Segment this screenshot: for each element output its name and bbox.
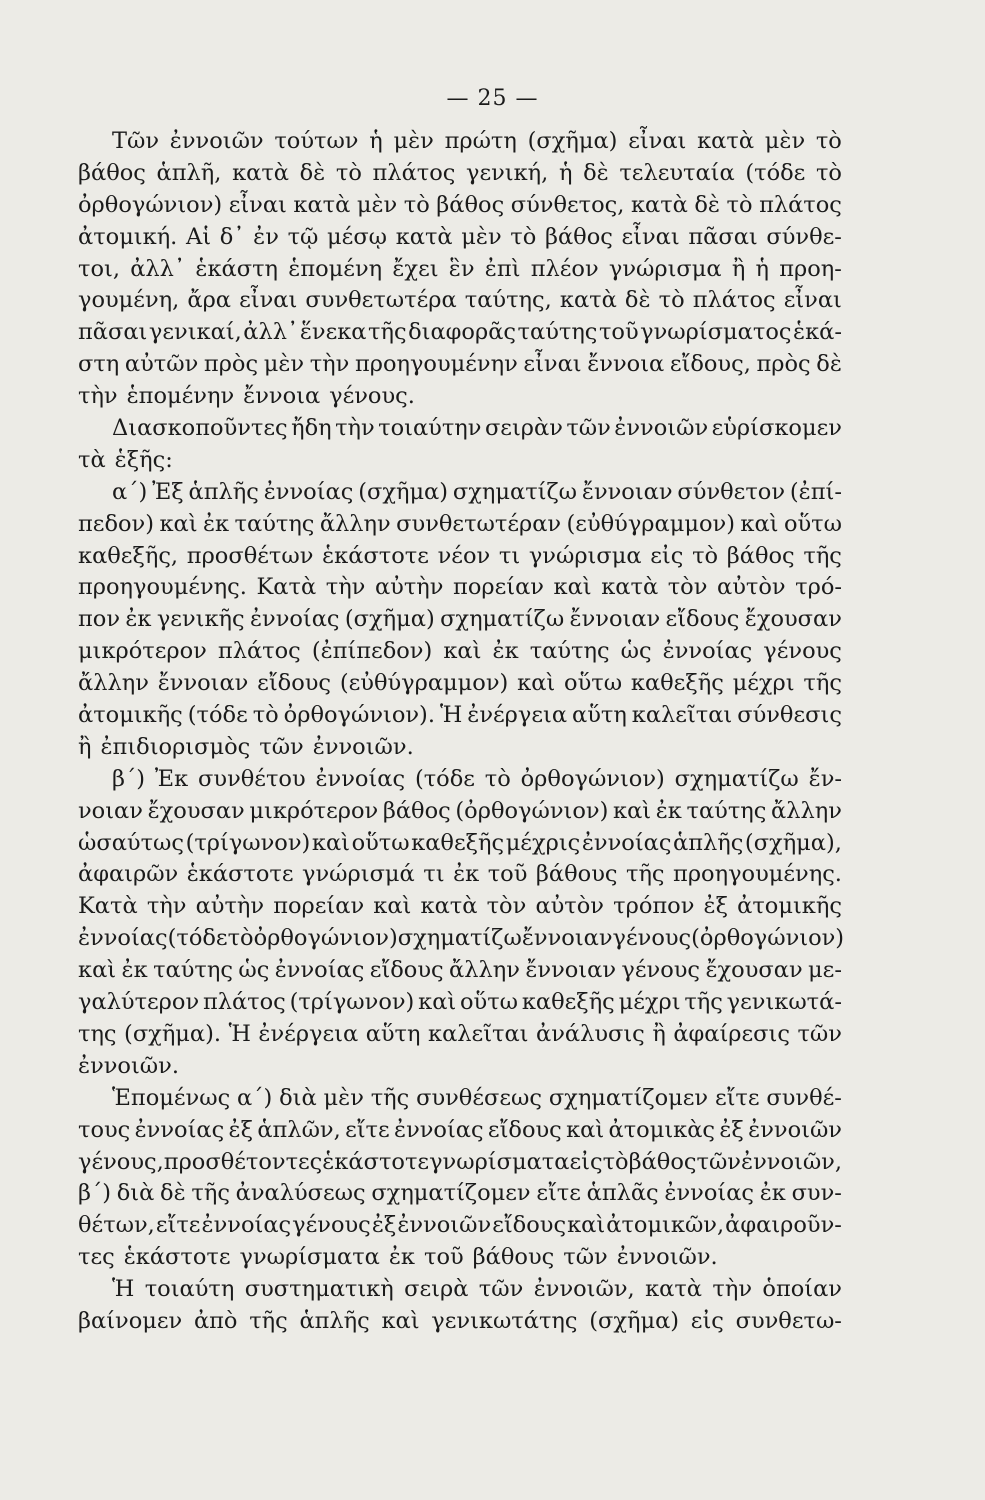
body-text: [78, 126, 845, 1338]
text-line: βάθος ἁπλῆ, κατὰ δὲ τὸ πλάτος γενική, ἡ δὲ τελευταία (τόδε τὸ: [78, 159, 842, 186]
text-line: καὶ ἐκ ταύτης ὡς ἐννοίας εἴδους ἄλλην ἔννοιαν γένους ἔχουσαν με-: [78, 957, 842, 984]
text-line: Ἑπομένως α΄) διὰ μὲν τῆς συνθέσεως σχηματίζομεν εἴτε συνθέ-: [112, 1084, 842, 1111]
text-line: ἀφαιρῶν ἑκάστοτε γνώρισμά τι ἐκ τοῦ βάθους τῆς προηγουμένης.: [78, 861, 842, 888]
text-line: ἀτομική. Αἱ δ᾿ ἐν τῷ μέσῳ κατὰ μὲν τὸ βάθος εἶναι πᾶσαι σύνθε-: [78, 223, 842, 250]
text-line: της (σχῆμα). Ἡ ἐνέργεια αὕτη καλεῖται ἀνάλυσις ἢ ἀφαίρεσις τῶν: [78, 1020, 842, 1047]
text-line: γαλύτερον πλάτος (τρίγωνον) καὶ οὕτω καθεξῆς μέχρι τῆς γενικωτά-: [78, 989, 842, 1016]
text-line: πεδον) καὶ ἐκ ταύτης ἄλλην συνθετωτέραν (εὐθύγραμμον) καὶ οὕτω: [78, 510, 842, 537]
page-number: — 25 —: [446, 86, 539, 111]
text-line: Τῶν ἐννοιῶν τούτων ἡ μὲν πρώτη (σχῆμα) εἶναι κατὰ μὲν τὸ: [112, 128, 842, 154]
text-line: καθεξῆς, προσθέτων ἑκάστοτε νέον τι γνώρισμα εἰς τὸ βάθος τῆς: [78, 542, 842, 569]
text-line: ἄλλην ἔννοιαν εἴδους (εὐθύγραμμον) καὶ οὕτω καθεξῆς μέχρι τῆς: [78, 670, 842, 697]
text-line: νοιαν ἔχουσαν μικρότερον βάθος (ὀρθογώνιον) καὶ ἐκ ταύτης ἄλλην: [78, 797, 842, 824]
text-line: ἢ ἐπιδιορισμὸς τῶν ἐννοιῶν.: [78, 733, 414, 760]
text-line: β΄) διὰ δὲ τῆς ἀναλύσεως σχηματίζομεν εἴτε ἁπλᾶς ἐννοίας ἐκ συν-: [78, 1180, 842, 1207]
text-line: θέτων, εἴτε ἐννοίας γένους ἐξ ἐννοιῶν εἴδους καὶ ἀτομικῶν, ἀφαιροῦν-: [78, 1212, 842, 1239]
text-line: ὡσαύτως (τρίγωνον) καὶ οὕτω καθεξῆς μέχρις ἐννοίας ἁπλῆς (σχῆμα),: [78, 829, 842, 856]
text-line: τες ἑκάστοτε γνωρίσματα ἐκ τοῦ βάθους τῶν ἐννοιῶν.: [78, 1244, 718, 1271]
text-line: Κατὰ τὴν αὐτὴν πορείαν καὶ κατὰ τὸν αὐτὸν τρόπον ἐξ ἀτομικῆς: [78, 893, 842, 920]
text-line: στη αὐτῶν πρὸς μὲν τὴν προηγουμένην εἶναι ἔννοια εἴδους, πρὸς δὲ: [78, 351, 842, 378]
text-line: ἐννοιῶν.: [78, 1052, 179, 1079]
text-line: γουμένη, ἄρα εἶναι συνθετωτέρα ταύτης, κατὰ δὲ τὸ πλάτος εἶναι: [78, 287, 842, 314]
text-line: β΄) Ἐκ συνθέτου ἐννοίας (τόδε τὸ ὀρθογώνιον) σχηματίζω ἔν-: [112, 765, 842, 792]
text-line: βαίνομεν ἀπὸ τῆς ἁπλῆς καὶ γενικωτάτης (σχῆμα) εἰς συνθετω-: [78, 1307, 842, 1334]
text-line: τους ἐννοίας ἐξ ἁπλῶν, εἴτε ἐννοίας εἴδους καὶ ἀτομικὰς ἐξ ἐννοιῶν: [78, 1116, 842, 1143]
text-line: α΄) Ἐξ ἁπλῆς ἐννοίας (σχῆμα) σχηματίζω ἔννοιαν σύνθετον (ἐπί-: [112, 478, 842, 505]
text-line: ἐννοίας (τόδε τὸ ὀρθογώνιον) σχηματίζω ἔννοιαν γένους (ὀρθογώνιον): [78, 925, 845, 952]
text-line: Διασκοποῦντες ἤδη τὴν τοιαύτην σειρὰν τῶν ἐννοιῶν εὑρίσκομεν: [112, 415, 842, 442]
text-line: ἀτομικῆς (τόδε τὸ ὀρθογώνιον). Ἡ ἐνέργεια αὕτη καλεῖται σύνθεσις: [78, 702, 842, 729]
text-line: τὰ ἑξῆς:: [78, 446, 173, 473]
text-line: τοι, ἀλλ᾿ ἑκάστη ἑπομένη ἔχει ἓν ἐπὶ πλέον γνώρισμα ἢ ἡ προη-: [78, 255, 842, 282]
text-line: προηγουμένης. Κατὰ τὴν αὐτὴν πορείαν καὶ κατὰ τὸν αὐτὸν τρό-: [78, 574, 842, 601]
text-line: γένους, προσθέτοντες ἑκάστοτε γνωρίσματα εἰς τὸ βάθος τῶν ἐννοιῶν,: [78, 1148, 842, 1175]
text-line: πᾶσαι γενικαί, ἀλλ᾿ ἕνεκα τῆς διαφορᾶς ταύτης τοῦ γνωρίσματος ἑκά-: [78, 319, 842, 346]
text-line: ὀρθογώνιον) εἶναι κατὰ μὲν τὸ βάθος σύνθετος, κατὰ δὲ τὸ πλάτος: [78, 191, 842, 218]
text-line: μικρότερον πλάτος (ἐπίπεδον) καὶ ἐκ ταύτης ὡς ἐννοίας γένους: [78, 638, 842, 665]
text-line: τὴν ἑπομένην ἔννοια γένους.: [78, 383, 415, 410]
text-line: πον ἐκ γενικῆς ἐννοίας (σχῆμα) σχηματίζω ἔννοιαν εἴδους ἔχουσαν: [78, 606, 842, 633]
text-line: Ἡ τοιαύτη συστηματικὴ σειρὰ τῶν ἐννοιῶν, κατὰ τὴν ὁποίαν: [112, 1276, 842, 1303]
